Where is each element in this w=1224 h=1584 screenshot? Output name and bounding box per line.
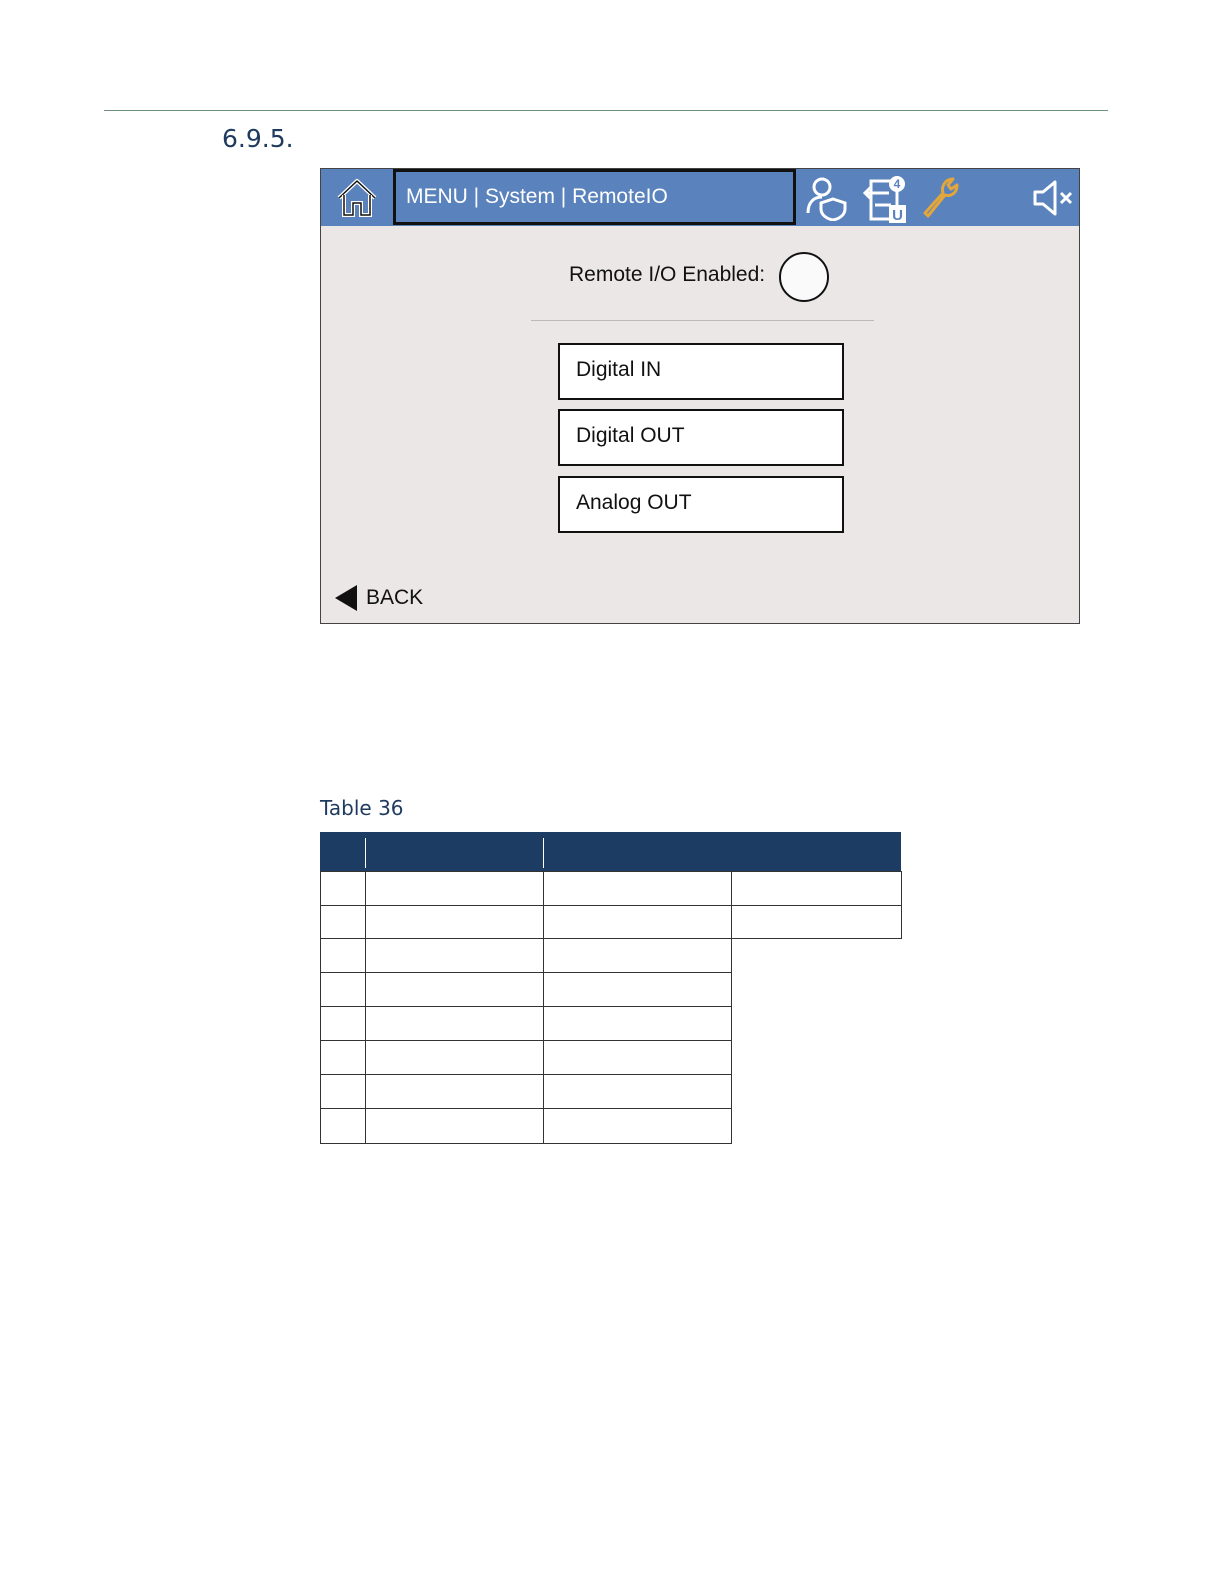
table-cell (320, 905, 366, 939)
io-badge-top: 4 (893, 177, 901, 191)
table-cell (543, 1074, 732, 1109)
user-button[interactable] (805, 175, 849, 221)
user-shield-icon (805, 175, 849, 221)
table-cell (320, 972, 366, 1007)
header-bar (321, 169, 1079, 226)
home-icon (335, 176, 379, 218)
section-number: 6.9.5. (222, 124, 294, 153)
table-cell (365, 1006, 544, 1041)
table-cell (543, 871, 732, 906)
remote-io-status-button[interactable] (859, 175, 911, 225)
hmi-screen (320, 168, 1080, 624)
table-cell (365, 871, 544, 906)
back-arrow-icon (335, 585, 357, 611)
table-cell (320, 938, 366, 973)
analog-out-button[interactable]: Analog OUT (558, 476, 844, 533)
remote-io-enabled-toggle[interactable] (779, 252, 829, 302)
mute-button[interactable] (1031, 175, 1077, 221)
remote-io-enabled-label: Remote I/O Enabled: (569, 263, 766, 286)
io-badge-bottom: U (892, 207, 903, 224)
table-cell (543, 1108, 732, 1144)
service-button[interactable] (919, 175, 961, 219)
table-cell (320, 1006, 366, 1041)
header-separator (365, 838, 366, 868)
home-button[interactable] (321, 169, 396, 225)
table-cell (543, 938, 732, 973)
table-cell (365, 1108, 544, 1144)
table-cell (320, 1108, 366, 1144)
header-separator (543, 838, 544, 868)
table-cell (543, 972, 732, 1007)
io-transfer-icon (859, 175, 911, 225)
table-cell (320, 1074, 366, 1109)
table-cell (365, 905, 544, 939)
back-label: BACK (366, 586, 424, 609)
table-header (320, 832, 901, 872)
table-cell (543, 905, 732, 939)
table-cell (365, 938, 544, 973)
table-cell (543, 1040, 732, 1075)
speaker-mute-icon (1031, 175, 1077, 221)
table-cell (365, 972, 544, 1007)
table-cell (543, 1006, 732, 1041)
digital-out-button[interactable]: Digital OUT (558, 409, 844, 466)
table-cell (320, 871, 366, 906)
table-cell (731, 905, 902, 939)
table-cell (365, 1040, 544, 1075)
breadcrumb: MENU | System | RemoteIO (396, 169, 796, 225)
digital-in-button[interactable]: Digital IN (558, 343, 844, 400)
table-cell (365, 1074, 544, 1109)
wrench-icon (919, 175, 961, 219)
top-rule (104, 110, 1108, 111)
table-cell (731, 871, 902, 906)
back-button[interactable] (335, 583, 423, 613)
divider (531, 320, 874, 321)
table-caption: Table 36 (320, 796, 404, 820)
table-cell (320, 1040, 366, 1075)
